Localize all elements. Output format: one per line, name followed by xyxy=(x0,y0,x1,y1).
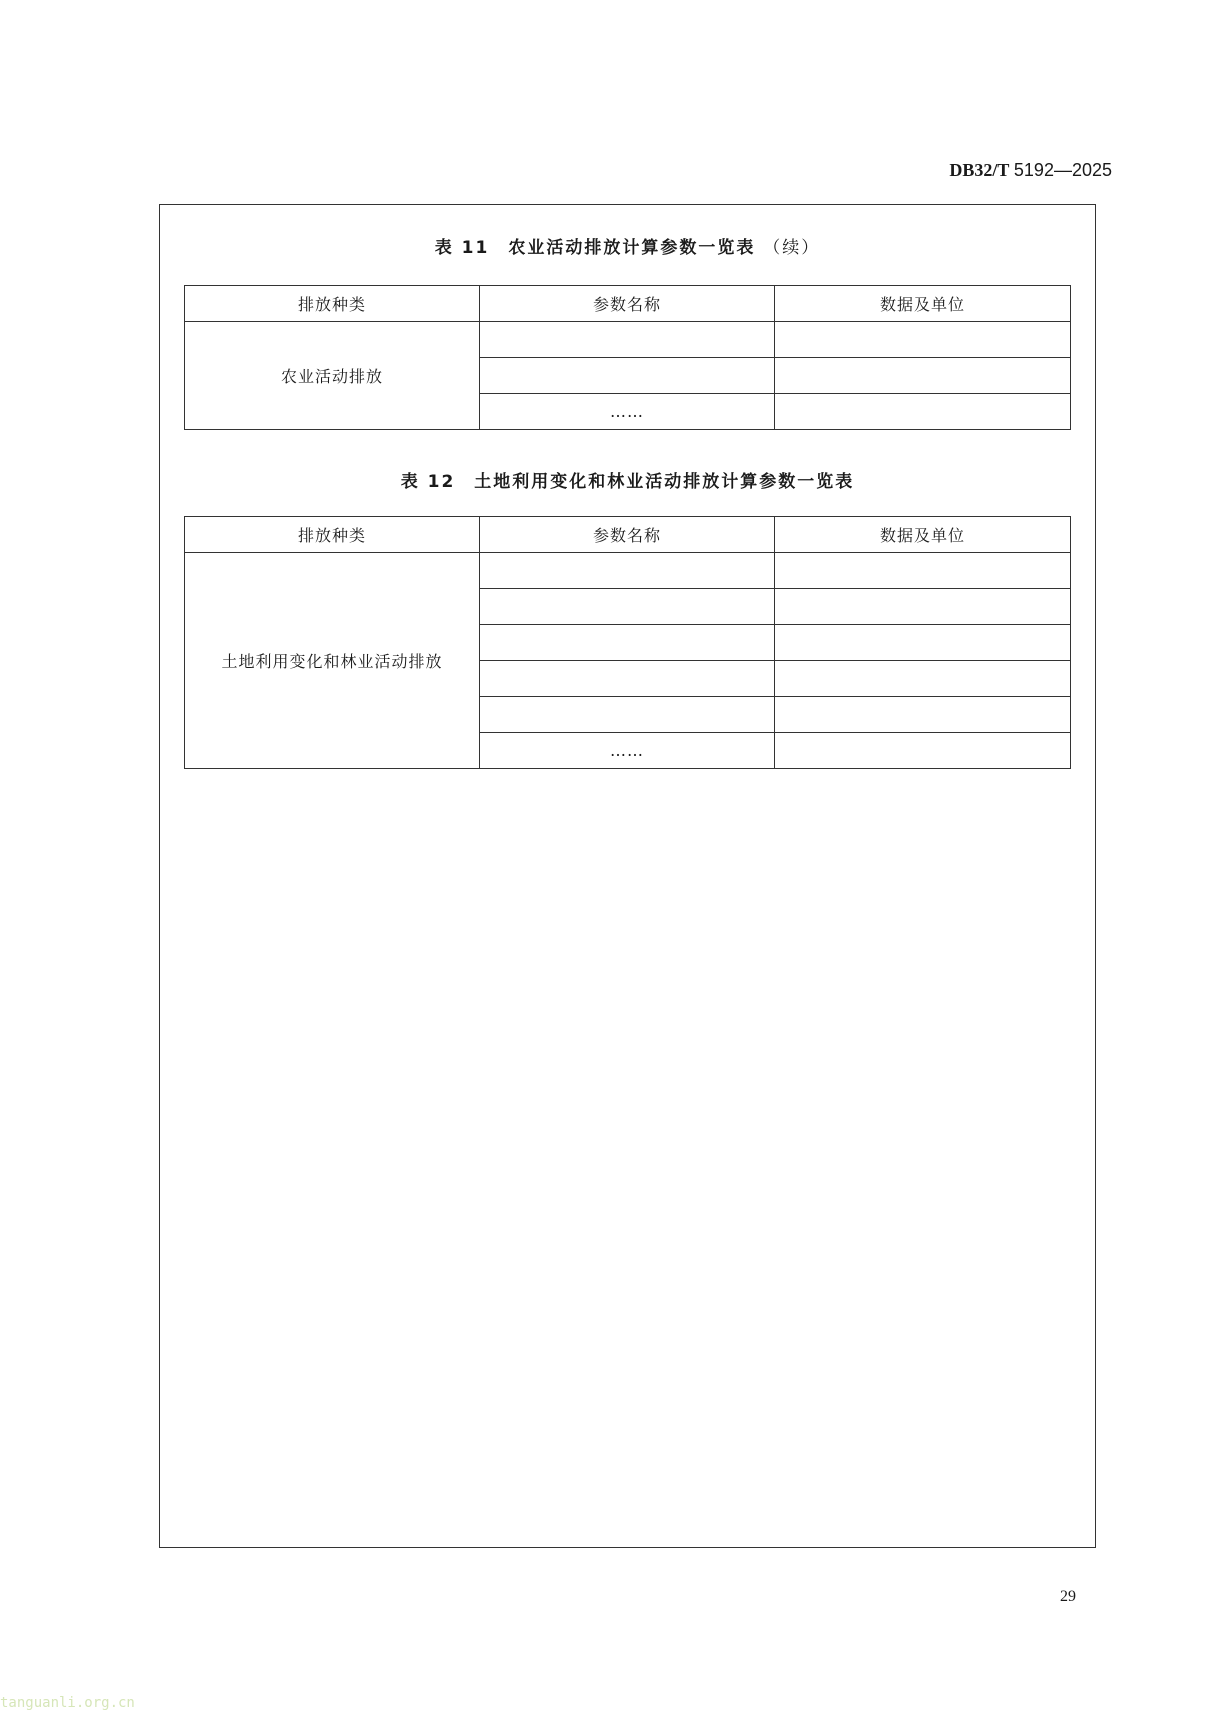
table12-unit-cell xyxy=(775,733,1071,769)
watermark: tanguanli.org.cn xyxy=(0,1695,135,1711)
table12 xyxy=(184,516,1071,769)
table11-caption-text: 表 11 农业活动排放计算参数一览表 xyxy=(434,238,756,258)
table11-unit-cell xyxy=(775,322,1071,358)
table12-param-cell xyxy=(480,625,775,661)
table12-unit-cell xyxy=(775,661,1071,697)
table12-header-unit: 数据及单位 xyxy=(775,517,1071,553)
table11-header-unit: 数据及单位 xyxy=(775,286,1071,322)
doc-code-number: 5192—2025 xyxy=(1013,160,1112,180)
table12-param-cell xyxy=(480,553,775,589)
content-frame xyxy=(159,204,1096,1548)
table12-unit-cell xyxy=(775,553,1071,589)
table11-header-row xyxy=(185,286,1071,322)
table12-header-param: 参数名称 xyxy=(480,517,775,553)
table12-unit-cell xyxy=(775,697,1071,733)
table12-header-row xyxy=(185,517,1071,553)
table12-unit-cell xyxy=(775,589,1071,625)
table12-param-cell xyxy=(480,661,775,697)
table11-caption xyxy=(160,233,1095,258)
table12-param-cell xyxy=(480,697,775,733)
table11-category-cell: 农业活动排放 xyxy=(185,322,480,430)
doc-code-prefix: DB32/T xyxy=(949,160,1010,180)
table11-unit-cell xyxy=(775,358,1071,394)
table11-caption-suffix: （续） xyxy=(763,238,821,258)
table11-param-cell: …… xyxy=(480,394,775,430)
table11-unit-cell xyxy=(775,394,1071,430)
table12-header-category: 排放种类 xyxy=(185,517,480,553)
table12-caption: 表 12 土地利用变化和林业活动排放计算参数一览表 xyxy=(400,472,855,492)
table12-unit-cell xyxy=(775,625,1071,661)
table11-param-cell xyxy=(480,358,775,394)
table11-param-cell xyxy=(480,322,775,358)
table-row xyxy=(185,322,1071,358)
table12-param-cell: …… xyxy=(480,733,775,769)
table12-param-cell xyxy=(480,589,775,625)
table11 xyxy=(184,285,1071,430)
document-code xyxy=(949,160,1112,181)
table12-category-cell: 土地利用变化和林业活动排放 xyxy=(185,553,480,769)
table11-header-category: 排放种类 xyxy=(185,286,480,322)
page-number: 29 xyxy=(1060,1588,1076,1605)
table-row xyxy=(185,553,1071,589)
table11-header-param: 参数名称 xyxy=(480,286,775,322)
